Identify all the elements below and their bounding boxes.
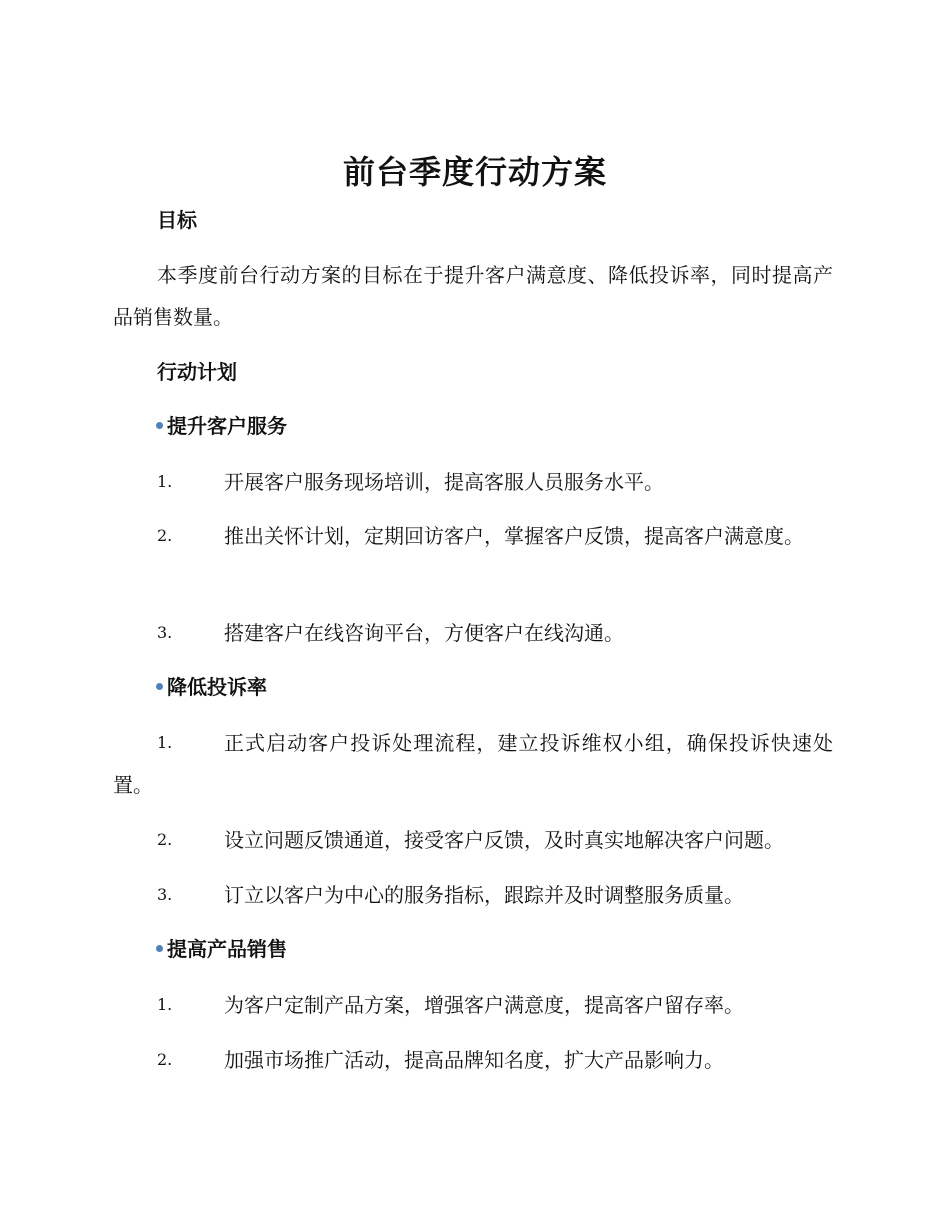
list-item	[113, 515, 833, 557]
document-title: 前台季度行动方案	[342, 153, 607, 191]
bullet-icon	[156, 945, 163, 952]
bullet-icon	[156, 422, 163, 429]
list-item	[113, 874, 833, 916]
list-item-text: 设立问题反馈通道，接受客户反馈，及时真实地解决客户问题。	[224, 828, 784, 852]
list-item-text: 推出关怀计划，定期回访客户，掌握客户反馈，提高客户满意度。	[224, 524, 804, 548]
objective-heading: 目标	[157, 208, 197, 232]
section-heading-product-sales	[156, 934, 287, 964]
plan-heading: 行动计划	[157, 360, 237, 384]
list-item-number: 1.	[157, 472, 173, 491]
section-heading-customer-service	[156, 411, 287, 441]
section-heading-label: 提升客户服务	[167, 414, 287, 438]
list-item-text: 搭建客户在线咨询平台，方便客户在线沟通。	[224, 621, 624, 645]
bullet-icon	[156, 683, 163, 690]
section-heading-label: 降低投诉率	[167, 675, 267, 699]
list-item-text: 为客户定制产品方案，增强客户满意度，提高客户留存率。	[224, 993, 744, 1017]
objective-paragraph: 本季度前台行动方案的目标在于提升客户满意度、降低投诉率，同时提高产品销售数量。	[113, 263, 833, 329]
list-item-number: 3.	[157, 885, 173, 904]
section-heading-label: 提高产品销售	[167, 937, 287, 961]
list-item-text: 开展客户服务现场培训，提高客服人员服务水平。	[224, 470, 664, 494]
list-item-text: 正式启动客户投诉处理流程，建立投诉维权小组，确保投诉快速处置。	[113, 731, 833, 797]
list-item	[113, 984, 833, 1026]
list-item	[113, 612, 833, 654]
list-item-number: 2.	[157, 526, 173, 545]
list-item-number: 2.	[157, 1050, 173, 1069]
list-item-number: 1.	[157, 995, 173, 1014]
list-item-number: 1.	[157, 733, 173, 752]
list-item-text: 加强市场推广活动，提高品牌知名度，扩大产品影响力。	[224, 1048, 724, 1072]
list-item	[113, 819, 833, 861]
list-item-text: 订立以客户为中心的服务指标，跟踪并及时调整服务质量。	[224, 883, 744, 907]
section-heading-reduce-complaints	[156, 672, 267, 702]
list-item	[113, 722, 833, 806]
list-item-number: 2.	[157, 830, 173, 849]
list-item	[113, 1039, 833, 1081]
list-item-number: 3.	[157, 623, 173, 642]
list-item	[113, 461, 833, 503]
